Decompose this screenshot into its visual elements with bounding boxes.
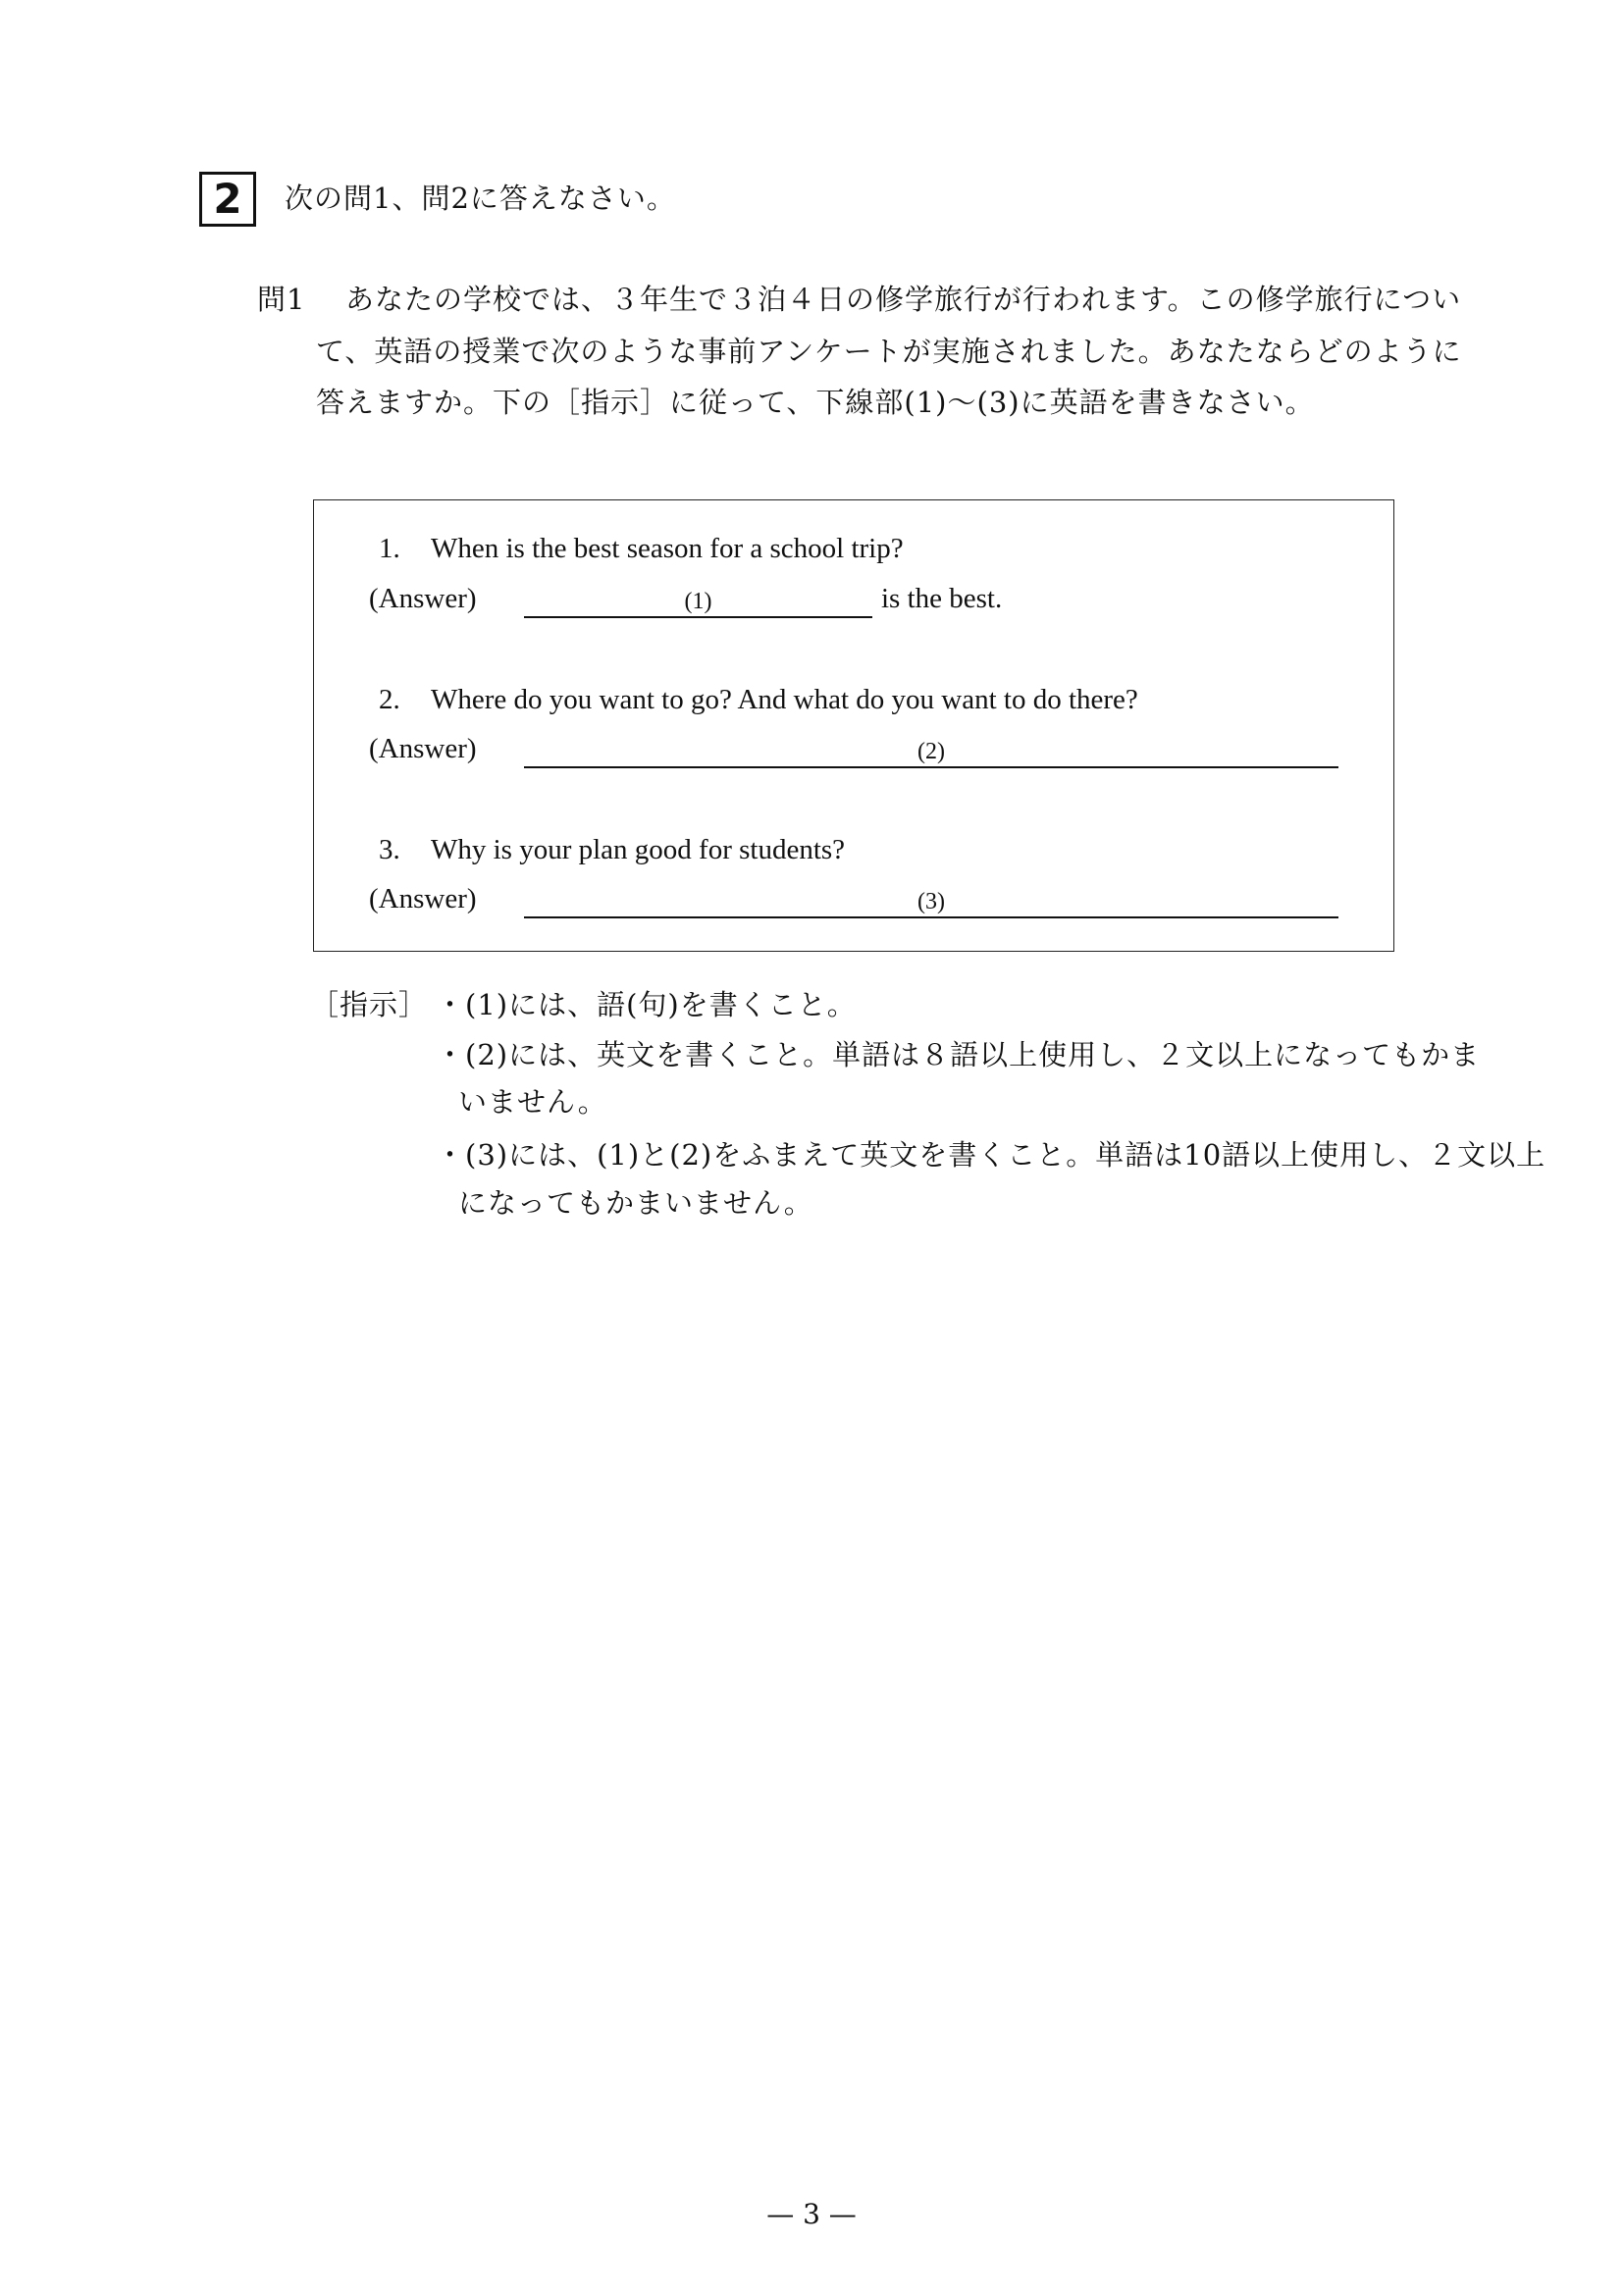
answer-label: (Answer) [369,733,477,764]
section-instruction: 次の問1、問2に答えなさい。 [285,182,676,215]
survey-question: When is the best season for a school trip? [431,533,904,564]
survey-question: Why is your plan good for students? [431,834,846,865]
survey-item-number: 3. [379,834,400,865]
survey-question: Where do you want to go? And what do you want to do there? [431,684,1138,715]
section-number-box: 2 [199,172,256,227]
question1-line: て、英語の授業で次のような事前アンケートが実施されました。あなたならどのように [316,335,1462,368]
survey-item-number: 2. [379,684,400,715]
question1-line: あなたの学校では、３年生で３泊４日の修学旅行が行われます。この修学旅行につい [345,283,1462,316]
instruction-bullet: ・(3)には、(1)と(2)をふまえて英文を書くこと。単語は10語以上使用し、２文以上 [436,1138,1546,1172]
answer-label: (Answer) [369,583,477,614]
answer-suffix: is the best. [881,583,1003,614]
question1-label: 問1 [257,283,306,316]
instruction-bullet: ・(1)には、語(句)を書くこと。 [436,988,857,1021]
instruction-bullet: ・(2)には、英文を書くこと。単語は８語以上使用し、２文以上になってもかま [436,1038,1481,1071]
question1-line: 答えますか。下の［指示］に従って、下線部(1)〜(3)に英語を書きなさい。 [316,386,1315,419]
instruction-bullet-cont: いません。 [458,1085,607,1119]
answer-label: (Answer) [369,883,477,914]
instructions-label: ［指示］ [310,988,429,1021]
answer-blank-3[interactable]: (3) [524,887,1338,918]
answer-blank-1[interactable]: (1) [524,587,872,618]
survey-item-number: 1. [379,533,400,564]
instruction-bullet-cont: になってもかまいません。 [458,1186,813,1220]
answer-blank-2[interactable]: (2) [524,737,1338,768]
page-number: — 3 — [766,2198,857,2230]
